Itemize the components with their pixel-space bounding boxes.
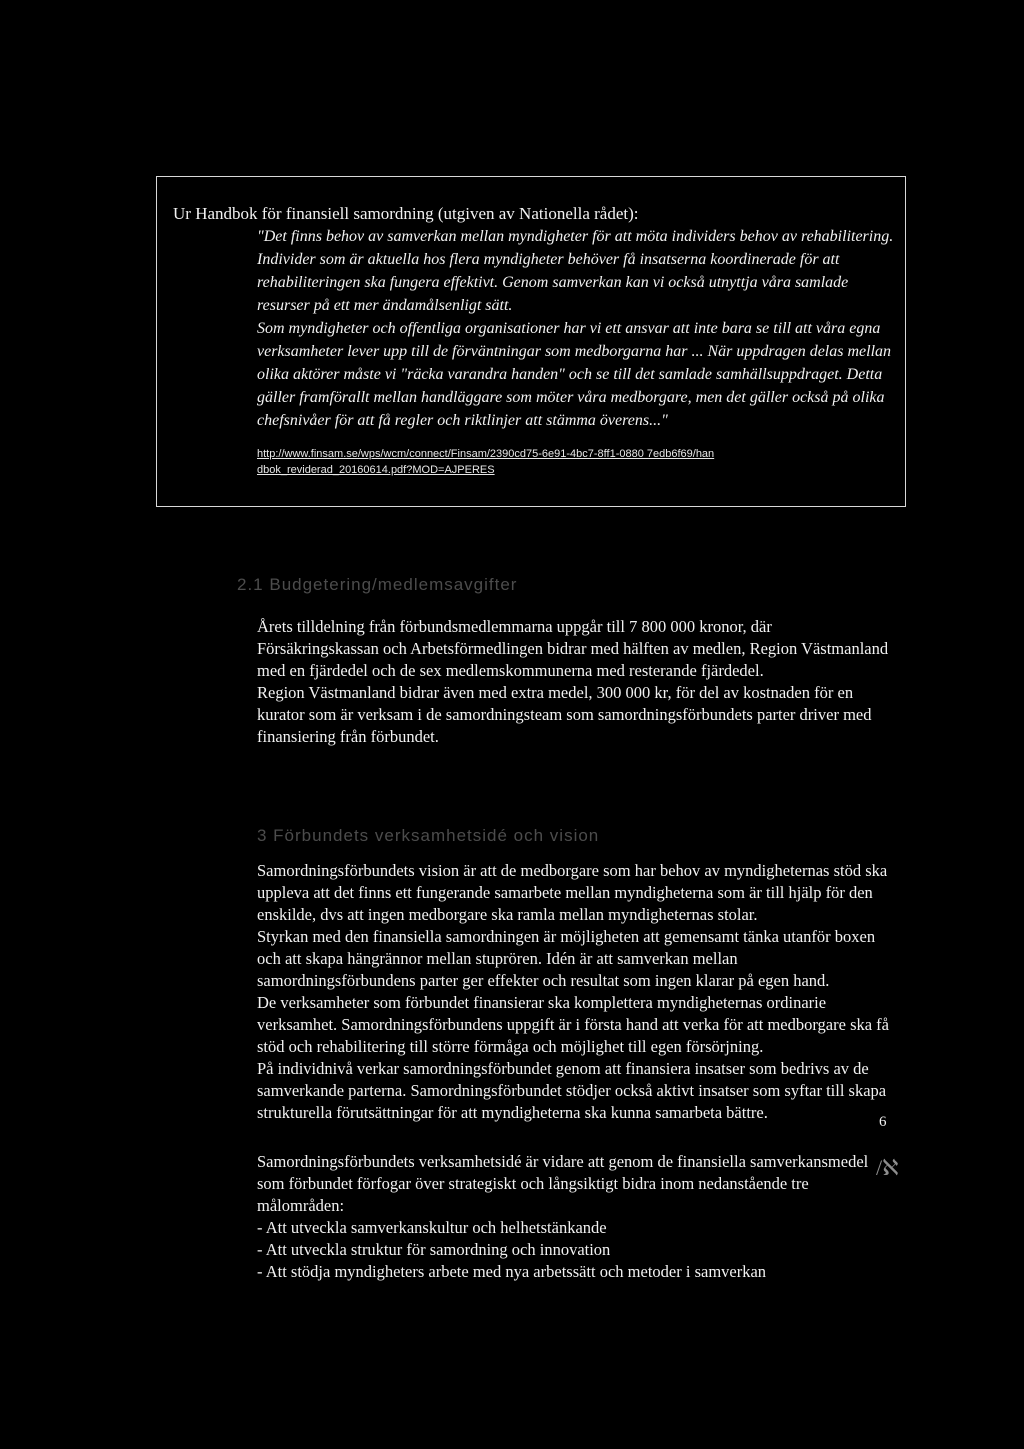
section-funding-body [257,616,897,748]
goal-item: - Att utveckla struktur för samordning och innovation [257,1240,611,1259]
section-vision-body [257,860,897,1124]
funding-paragraph-2: Region Västmanland bidrar även med extra medel, 300 000 kr, för del av kostnaden för en kurator som är verksam i de samordningsteam som samordningsförbundets parter driver med finansiering från förbundet. [257,683,872,746]
quote-box [156,176,906,507]
section-heading-funding: 2.1 Budgetering/medlemsavgifter [237,575,518,594]
quote-paragraph-1: "Det finns behov av samverkan mellan myndigheter för att möta individers behov av rehabilitering. Individer som är aktuella hos flera myndigheter behöver få insatserna koordinerade för att rehabiliteringen ska fungera effektivt. Genom samverkan kan vi också utnyttja våra samlade resurser på ett mer ändamålsenligt sätt. [257,228,894,314]
section-vision-goals [257,1151,897,1283]
vision-paragraph-4: På individnivå verkar samordningsförbundet genom att finansiera insatser som bedrivs av de samverkande parterna. Samordningsförbundet stödjer också aktivt insatser som syftar till skapa strukturella förutsättningar för att myndigheterna ska kunna samarbeta bättre. [257,1059,887,1122]
goal-item: - Att stödja myndigheters arbete med nya arbetssätt och metoder i samverkan [257,1262,767,1281]
scan-mark: /ℵ [876,1155,899,1180]
vision-paragraph-2: Styrkan med den finansiella samordningen är möjligheten att gemensamt tänka utanför boxen och att skapa hängrännor mellan stuprören. Idén är att samverkan mellan samordningsförbundens parter ger effekter och resultat som ingen klarar på egen hand. [257,927,876,990]
quote-paragraph-2: Som myndigheter och offentliga organisationer har vi ett ansvar att inte bara se till att våra egna verksamheter lever upp till de förväntningar som medborgarna har ... När uppdragen delas mellan olika aktörer måste vi "räcka varandra handen" och se till det samlade samhällsuppdraget. Detta gäller framförallt mellan handläggare som möter våra medborgare, men det gäller också på olika chefsnivåer för att få regler och riktlinjer att stämma överens..." [257,320,892,429]
section-heading-vision: 3 Förbundets verksamhetsidé och vision [257,826,600,845]
page-number: 6 [879,1114,887,1130]
vision-paragraph-3: De verksamheter som förbundet finansierar ska komplettera myndigheternas ordinarie verksamhet. Samordningsförbundens uppgift är i första hand att verka för att medborgare ska få stöd och rehabilitering till större förmåga och möjlighet till egen försörjning. [257,993,890,1056]
quote-intro: Ur Handbok för finansiell samordning (utgiven av Nationella rådet): [173,204,639,223]
vision-paragraph-5: Samordningsförbundets verksamhetsidé är vidare att genom de finansiella samverkansmedel som förbundet förfogar över strategiskt och långsiktigt bidra inom nedanstående tre målområden: [257,1152,869,1215]
quote-text [257,225,897,432]
goal-item: - Att utveckla samverkanskultur och helhetstänkande [257,1218,607,1237]
vision-paragraph-1: Samordningsförbundets vision är att de medborgare som har behov av myndigheternas stöd ska uppleva att det finns ett fungerande samarbete mellan myndigheterna som är till hjälp för den enskilde, dvs att ingen medborgare ska ramla mellan myndigheternas stolar. [257,861,888,924]
funding-paragraph-1: Årets tilldelning från förbundsmedlemmarna uppgår till 7 800 000 kronor, där Försäkringskassan och Arbetsförmedlingen bidrar med hälften av medlen, Region Västmanland med en fjärdedel och de sex medlemskommunerna med resterande fjärdedel. [257,617,889,680]
source-link[interactable]: http://www.finsam.se/wps/wcm/connect/Finsam/2390cd75-6e91-4bc7-8ff1-0880 7edb6f69/handbok_reviderad_20160614.pdf?MOD=AJPERES [257,448,715,476]
